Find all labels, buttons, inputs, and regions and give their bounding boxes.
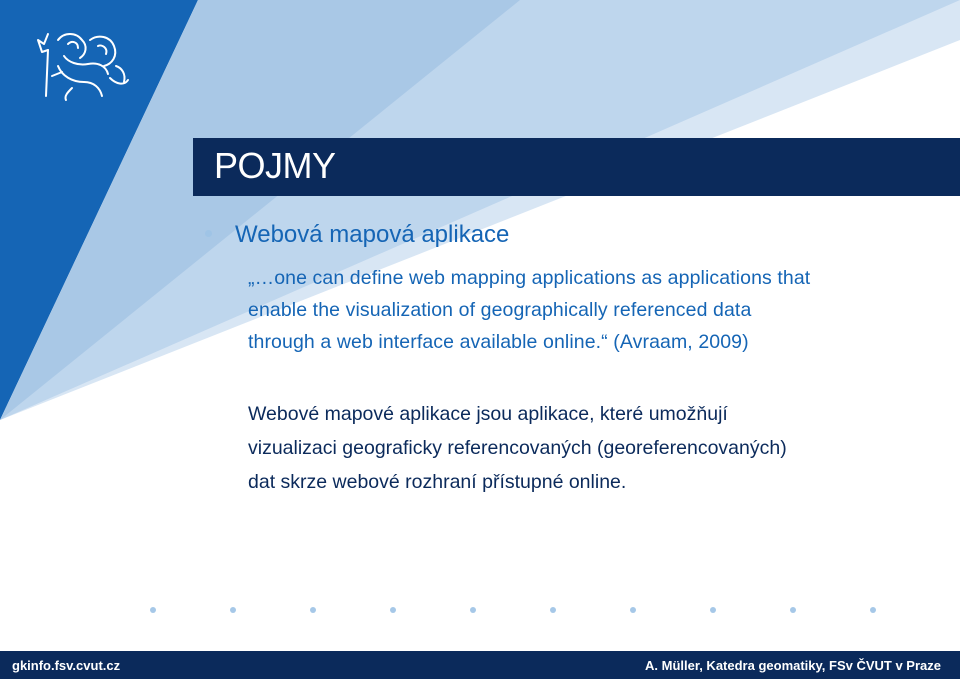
dot-icon [150, 607, 156, 613]
footer-author: A. Müller, Katedra geomatiky, FSv ČVUT v Praze [645, 658, 941, 673]
dot-icon [550, 607, 556, 613]
quote-line: enable the visualization of geographically referenced data [248, 299, 752, 321]
footer-website: gkinfo.fsv.cvut.cz [12, 658, 121, 673]
dot-icon [390, 607, 396, 613]
slide-title: POJMY [214, 145, 336, 186]
dot-icon [870, 607, 876, 613]
dot-icon [230, 607, 236, 613]
dot-icon [310, 607, 316, 613]
dot-icon [790, 607, 796, 613]
czech-line: Webové mapové aplikace jsou aplikace, které umožňují [248, 403, 728, 425]
english-quote [248, 262, 948, 358]
czech-definition [248, 397, 948, 499]
bullet-heading: Webová mapová aplikace [235, 221, 510, 248]
dot-icon [710, 607, 716, 613]
bullet-icon [205, 230, 212, 237]
footer-bar [0, 651, 960, 679]
dot-icon [630, 607, 636, 613]
quote-line: „…one can define web mapping applications as applications that [248, 267, 811, 289]
quote-line: through a web interface available online.“ (Avraam, 2009) [248, 331, 749, 353]
ctu-lion-logo-icon [28, 26, 132, 102]
czech-line: vizualizaci geograficky referencovaných (georeferencovaných) [248, 437, 787, 459]
czech-line: dat skrze webové rozhraní přístupné online. [248, 471, 627, 493]
dot-icon [470, 607, 476, 613]
